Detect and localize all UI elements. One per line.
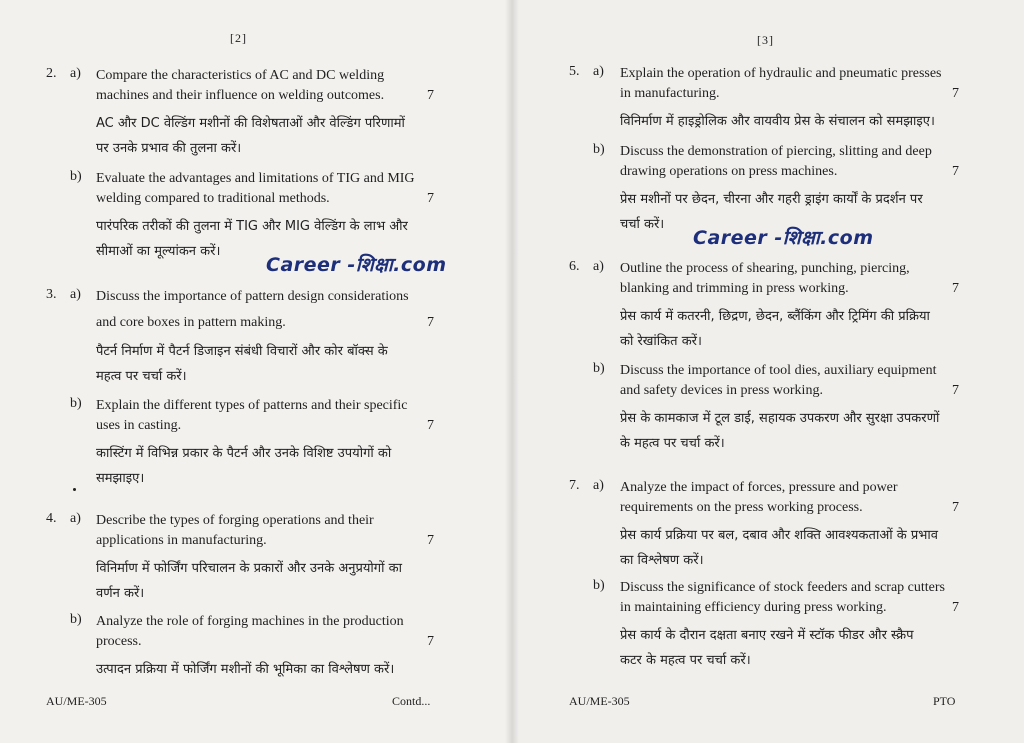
question-5b-hi-line2: चर्चा करें। — [620, 217, 665, 232]
question-6b-en-line2-text: and safety devices in press working. — [620, 383, 823, 398]
question-3a-marks: 7 — [427, 315, 434, 330]
question-2a-hi-line2: पर उनके प्रभाव की तुलना करें। — [96, 141, 242, 156]
question-5a-marks: 7 — [952, 86, 959, 101]
question-2a-en-line1: Compare the characteristics of AC and DC welding — [96, 68, 385, 83]
question-7b-hi-line2: कटर के महत्व पर चर्चा करें। — [620, 653, 751, 668]
question-3b-label: b) — [70, 396, 82, 411]
question-4b — [96, 612, 434, 682]
question-3b-en-line2-text: uses in casting. — [96, 418, 182, 433]
question-2b-hi-line2: सीमाओं का मूल्यांकन करें। — [96, 244, 221, 259]
question-3b — [96, 396, 434, 491]
question-4a-en-line1: Describe the types of forging operations and their — [96, 513, 374, 528]
question-4a-marks: 7 — [427, 533, 434, 548]
question-3b-hi-line2: समझाइए। — [96, 471, 145, 486]
watermark-right: Career -शिक्षा.com — [693, 227, 874, 249]
question-4b-label: b) — [70, 612, 82, 627]
question-2a — [96, 66, 434, 161]
question-4a-en-line2-text: applications in manufacturing. — [96, 533, 267, 548]
left-page-number: [2] — [230, 31, 247, 45]
stray-mark — [73, 488, 76, 491]
question-5b — [620, 142, 959, 237]
question-7b-en-line2-text: in maintaining efficiency during press working. — [620, 600, 887, 615]
question-6-number: 6. — [569, 259, 580, 274]
question-6b-en-line2 — [620, 381, 959, 401]
question-6a-hi-line2: को रेखांकित करें। — [620, 334, 702, 349]
question-6a-hi-line1: प्रेस कार्य में कतरनी, छिद्रण, छेदन, ब्लैंकिंग और ट्रिमिंग की प्रक्रिया — [620, 309, 930, 324]
question-4a — [96, 511, 434, 606]
question-4b-hi-line1: उत्पादन प्रक्रिया में फोर्जिंग मशीनों की भूमिका का विश्लेषण करें। — [96, 662, 395, 677]
question-5a-en-line2 — [620, 84, 959, 104]
question-6b-hi-line1: प्रेस के कामकाज में टूल डाई, सहायक उपकरण और सुरक्षा उपकरणों — [620, 411, 940, 426]
question-5a-en-line2-text: in manufacturing. — [620, 86, 720, 101]
question-4a-hi-line2: वर्णन करें। — [96, 586, 145, 601]
question-7a-label: a) — [593, 478, 604, 493]
question-6a-label: a) — [593, 259, 604, 274]
question-3a — [96, 287, 434, 389]
question-5a-label: a) — [593, 64, 604, 79]
question-5b-en-line2 — [620, 162, 959, 182]
question-6b-hi-line2: के महत्व पर चर्चा करें। — [620, 436, 725, 451]
question-2a-label: a) — [70, 66, 81, 81]
question-2b — [96, 169, 434, 264]
question-4a-label: a) — [70, 511, 81, 526]
question-4b-en-line1: Analyze the role of forging machines in the production — [96, 614, 404, 629]
right-footer-pto: PTO — [933, 694, 956, 708]
question-2b-en-line1: Evaluate the advantages and limitations of TIG and MIG — [96, 171, 415, 186]
right-footer-code: AU/ME-305 — [569, 694, 630, 708]
question-3-number: 3. — [46, 287, 57, 302]
question-3a-label: a) — [70, 287, 81, 302]
question-7b-label: b) — [593, 578, 605, 593]
question-2a-en-line2 — [96, 86, 434, 106]
question-7a-hi-line1: प्रेस कार्य प्रक्रिया पर बल, दबाव और शक्ति आवश्यकताओं के प्रभाव — [620, 528, 938, 543]
question-6b-en-line1: Discuss the importance of tool dies, auxiliary equipment — [620, 363, 937, 378]
question-7b-marks: 7 — [952, 600, 959, 615]
watermark-left: Career -शिक्षा.com — [266, 254, 447, 276]
question-7b-en-line1: Discuss the significance of stock feeders and scrap cutters — [620, 580, 945, 595]
question-4b-en-line2-text: process. — [96, 634, 142, 649]
question-7b-en-line2 — [620, 598, 959, 618]
question-5a — [620, 64, 959, 134]
question-3a-en-line1: Discuss the importance of pattern design considerations — [96, 289, 409, 304]
question-2b-hi-line1: पारंपरिक तरीकों की तुलना में TIG और MIG वेल्डिंग के लाभ और — [96, 219, 408, 234]
question-2b-en-line2 — [96, 189, 434, 209]
left-footer-code: AU/ME-305 — [46, 694, 107, 708]
question-2a-en-line2-text: machines and their influence on welding outcomes. — [96, 88, 385, 103]
question-7a-en-line1: Analyze the impact of forces, pressure and power — [620, 480, 898, 495]
question-7a-marks: 7 — [952, 500, 959, 515]
question-5a-hi-line1: विनिर्माण में हाइड्रोलिक और वायवीय प्रेस के संचालन को समझाइए। — [620, 114, 935, 129]
question-3a-en-line2 — [96, 313, 434, 333]
question-5b-hi-line1: प्रेस मशीनों पर छेदन, चीरना और गहरी ड्राइंग कार्यों के प्रदर्शन पर — [620, 192, 923, 207]
question-3b-marks: 7 — [427, 418, 434, 433]
question-3b-hi-line1: कास्टिंग में विभिन्न प्रकार के पैटर्न और उनके विशिष्ट उपयोगों को — [96, 446, 392, 461]
question-5b-en-line1: Discuss the demonstration of piercing, slitting and deep — [620, 144, 932, 159]
question-6a-en-line1: Outline the process of shearing, punching, piercing, — [620, 261, 910, 276]
question-4b-marks: 7 — [427, 634, 434, 649]
right-page-number: [3] — [757, 33, 774, 47]
question-7a-en-line2 — [620, 498, 959, 518]
question-7b-hi-line1: प्रेस कार्य के दौरान दक्षता बनाए रखने में स्टॉक फीडर और स्क्रैप — [620, 628, 914, 643]
question-2b-label: b) — [70, 169, 82, 184]
question-7b — [620, 578, 959, 673]
question-2b-en-line2-text: welding compared to traditional methods. — [96, 191, 330, 206]
question-4b-en-line2 — [96, 632, 434, 652]
question-6a — [620, 259, 959, 354]
question-3b-en-line1: Explain the different types of patterns and their specific — [96, 398, 408, 413]
question-2a-marks: 7 — [427, 88, 434, 103]
question-6a-en-line2 — [620, 279, 959, 299]
question-5b-en-line2-text: drawing operations on press machines. — [620, 164, 838, 179]
question-5a-en-line1: Explain the operation of hydraulic and pneumatic presses — [620, 66, 942, 81]
question-3a-hi-line1: पैटर्न निर्माण में पैटर्न डिजाइन संबंधी विचारों और कोर बॉक्स के — [96, 344, 388, 359]
question-3a-hi-line2: महत्व पर चर्चा करें। — [96, 369, 187, 384]
question-5-number: 5. — [569, 64, 580, 79]
question-2-number: 2. — [46, 66, 57, 81]
question-7a — [620, 478, 959, 573]
question-7a-hi-line2: का विश्लेषण करें। — [620, 553, 704, 568]
question-5b-marks: 7 — [952, 164, 959, 179]
question-7-number: 7. — [569, 478, 580, 493]
question-4a-hi-line1: विनिर्माण में फोर्जिंग परिचालन के प्रकारों और उनके अनुप्रयोगों का — [96, 561, 402, 576]
question-6b-marks: 7 — [952, 383, 959, 398]
question-6a-en-line2-text: blanking and trimming in press working. — [620, 281, 849, 296]
question-6a-marks: 7 — [952, 281, 959, 296]
left-footer-contd: Contd... — [392, 694, 431, 708]
question-6b — [620, 361, 959, 456]
question-5b-label: b) — [593, 142, 605, 157]
question-3a-en-line2-text: and core boxes in pattern making. — [96, 315, 286, 330]
question-2a-hi-line1: AC और DC वेल्डिंग मशीनों की विशेषताओं और वेल्डिंग परिणामों — [96, 116, 405, 131]
question-3b-en-line2 — [96, 416, 434, 436]
question-7a-en-line2-text: requirements on the press working process. — [620, 500, 863, 515]
question-4-number: 4. — [46, 511, 57, 526]
question-6b-label: b) — [593, 361, 605, 376]
page-gutter — [505, 0, 519, 743]
question-4a-en-line2 — [96, 531, 434, 551]
question-2b-marks: 7 — [427, 191, 434, 206]
